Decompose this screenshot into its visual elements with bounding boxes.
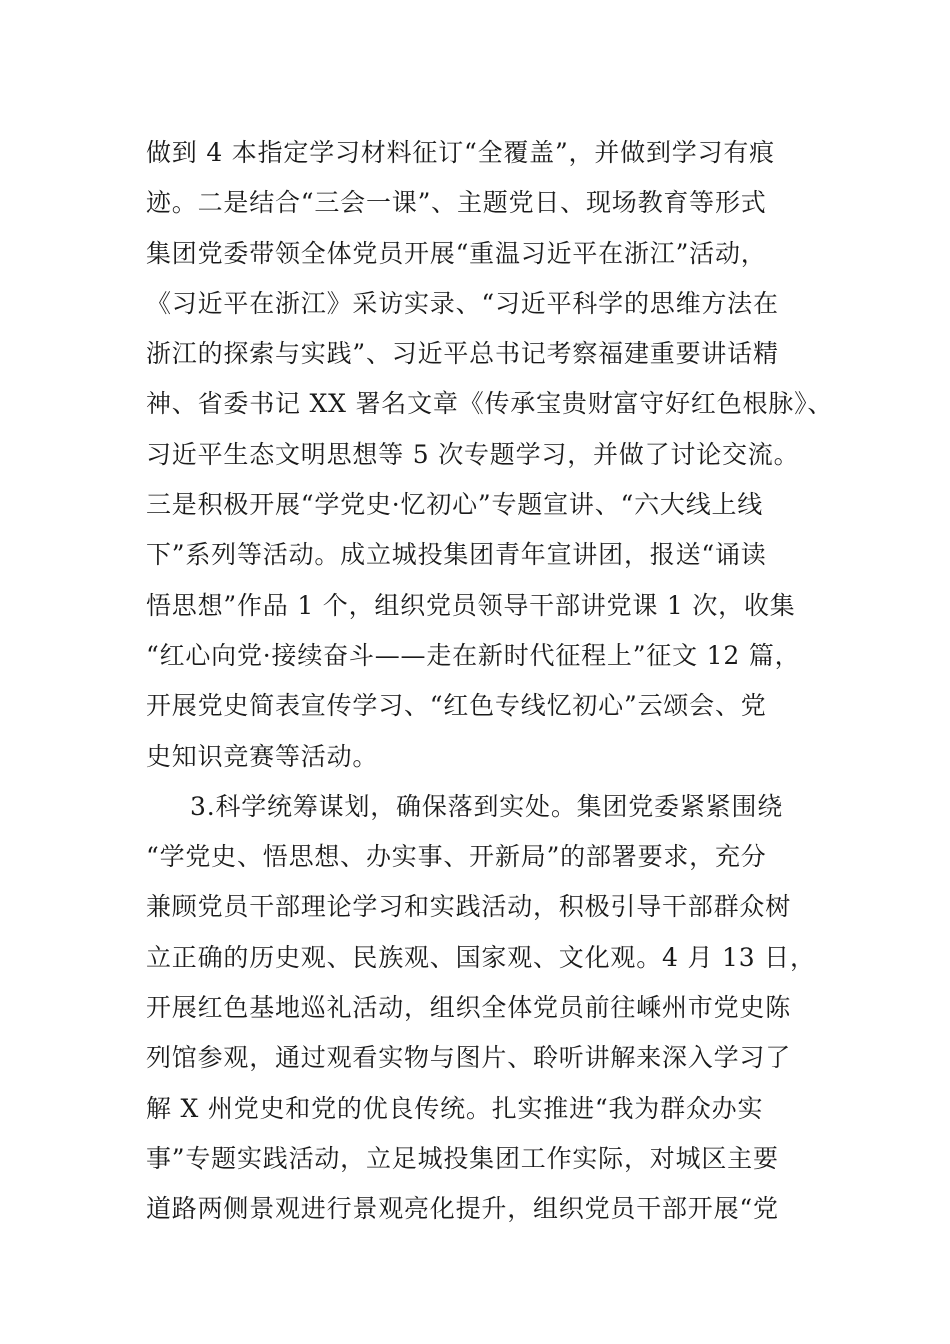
text-line: 列馆参观，通过观看实物与图片、聆听讲解来深入学习了 <box>146 1043 792 1073</box>
text-line: “红心向党·接续奋斗——走在新时代征程上”征文 12 篇， <box>146 640 801 670</box>
text-line: 迹。二是结合“三会一课”、主题党日、现场教育等形式 <box>146 188 767 218</box>
text-line: 浙江的探索与实践”、习近平总书记考察福建重要讲话精 <box>146 339 779 369</box>
text-line: 神、省委书记 XX 署名文章《传承宝贵财富守好红色根脉》、 <box>146 389 834 419</box>
text-line: 开展红色基地巡礼活动，组织全体党员前往嵊州市党史陈 <box>146 993 792 1023</box>
text-line: 做到 4 本指定学习材料征订“全覆盖”，并做到学习有痕 <box>146 138 775 167</box>
text-line: 道路两侧景观进行景观亮化提升，组织党员干部开展“党 <box>146 1194 779 1224</box>
text-line: 事”专题实践活动，立足城投集团工作实际，对城区主要 <box>146 1143 779 1173</box>
text-line: 集团党委带领全体党员开展“重温习近平在浙江”活动， <box>146 238 767 268</box>
text-line: 三是积极开展“学党史·忆初心”专题宣讲、“六大线上线 <box>146 490 764 520</box>
section-heading-line: 3.科学统筹谋划，确保落到实处。集团党委紧紧围绕 <box>190 791 784 821</box>
text-line: 兼顾党员干部理论学习和实践活动，积极引导干部群众树 <box>146 892 792 922</box>
text-line: 史知识竞赛等活动。 <box>146 741 379 771</box>
text-line: 悟思想”作品 1 个，组织党员领导干部讲党课 1 次，收集 <box>146 590 796 620</box>
text-line: 开展党史简表宣传学习、“红色专线忆初心”云颂会、党 <box>146 691 767 721</box>
text-line: “学党史、悟思想、办实事、开新局”的部署要求，充分 <box>146 842 767 872</box>
text-line: 下”系列等活动。成立城投集团青年宣讲团，报送“诵读 <box>146 540 767 570</box>
document-body <box>146 128 834 1235</box>
text-line: 习近平生态文明思想等 5 次专题学习，并做了讨论交流。 <box>146 439 800 469</box>
text-line: 解 X 州党史和党的优良传统。扎实推进“我为群众办实 <box>146 1093 764 1123</box>
text-line: 立正确的历史观、民族观、国家观、文化观。4 月 13 日， <box>146 942 816 972</box>
text-line: 《习近平在浙江》采访实录、“习近平科学的思维方法在 <box>146 288 779 318</box>
